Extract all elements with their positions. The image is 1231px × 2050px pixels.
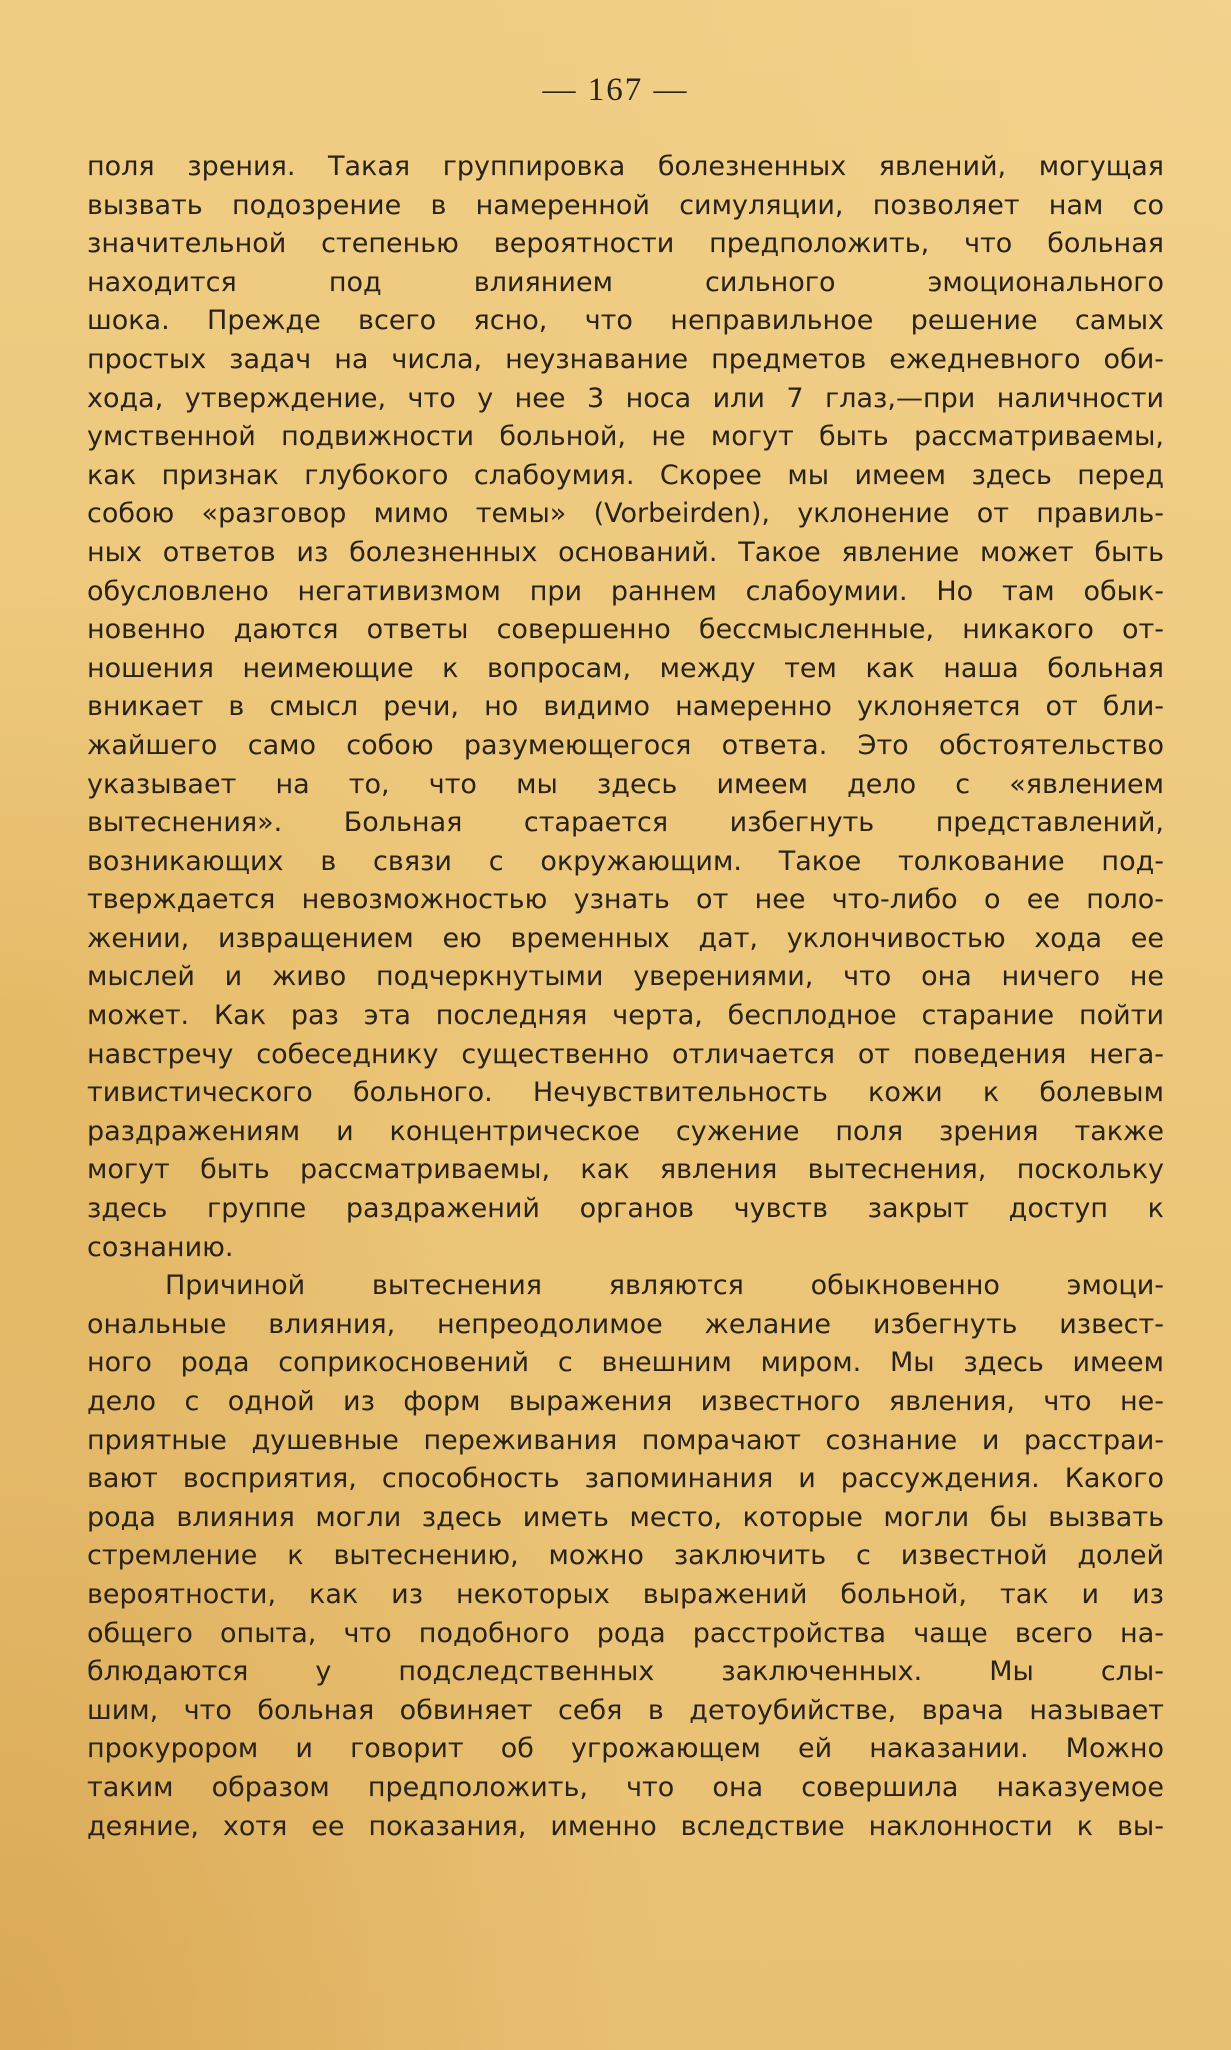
text-line: здесь группе раздражений органов чувств закрыт доступ к [87,1193,1164,1225]
text-line: обусловлено негативизмом при раннем слабоумии. Но там обык- [87,575,1164,607]
text-line: может. Как раз эта последняя черта, бесплодное старание пойти [87,1000,1164,1032]
text-line: умственной подвижности больной, не могут быть рассматриваемы, [87,421,1164,453]
text-line: ных ответов из болезненных оснований. Такое явление может быть [87,536,1164,568]
text-line: раздражениям и концентрическое сужение поля зрения также [87,1115,1164,1147]
text-line: дело с одной из форм выражения известного явления, что не- [87,1386,1164,1417]
text-line: вникает в смысл речи, но видимо намеренно уклоняется от бли- [87,691,1164,723]
text-line: приятные душевные переживания помрачают сознание и расстраи- [87,1424,1164,1456]
text-line: вают восприятия, способность запоминания и рассуждения. Какого [87,1463,1164,1495]
text-line: находится под влиянием сильного эмоционального [87,266,1164,298]
text-line: простых задач на числа, неузнавание предметов ежедневного оби- [87,343,1164,375]
text-line: тивистического больного. Нечувствительность кожи к болевым [87,1077,1164,1109]
body-text [87,148,1164,1846]
text-line: рода влияния могли здесь иметь место, которые могли бы вызвать [87,1501,1164,1533]
text-line: вытеснения». Больная старается избегнуть представлений, [87,807,1164,839]
text-line: как признак глубокого слабоумия. Скорее мы имеем здесь перед [87,459,1164,491]
text-line: мыслей и живо подчеркнутыми уверениями, что она ничего не [87,961,1164,993]
text-line: вызвать подозрение в намеренной симуляции, позволяет нам со [87,189,1164,221]
text-line: навстречу собеседнику существенно отличается от поведения нега- [87,1038,1164,1070]
text-line: поля зрения. Такая группировка болезненных явлений, могущая [87,151,1164,182]
text-line: шока. Прежде всего ясно, что неправильное решение самых [87,305,1164,337]
text-line: вероятности, как из некоторых выражений больной, так и из [87,1578,1164,1610]
text-line: указывает на то, что мы здесь имеем дело с «явлением [87,768,1164,800]
text-line: жайшего само собою разумеющегося ответа. Это обстоятельство [87,729,1164,761]
text-line: значительной степенью вероятности предположить, что больная [87,228,1164,260]
text-line: блюдаются у подследственных заключенных. Мы слы- [87,1656,1164,1688]
text-line: деяние, хотя ее показания, именно вследствие наклонности к вы- [87,1810,1164,1842]
text-line: хода, утверждение, что у нее 3 носа или 7 глаз,—при наличности [87,382,1164,414]
text-line: общего опыта, что подобного рода расстройства чаще всего на- [87,1617,1164,1649]
text-line: таким образом предположить, что она совершила наказуемое [87,1771,1164,1803]
text-line: могут быть рассматриваемы, как явления вытеснения, поскольку [87,1154,1164,1186]
text-line: сознанию. [87,1231,234,1263]
text-line: тверждается невозможностью узнать от нее что-либо о ее поло- [87,884,1164,916]
text-line: стремление к вытеснению, можно заключить с известной долей [87,1540,1164,1572]
page-number: — 167 — [542,72,689,108]
text-line: возникающих в связи с окружающим. Такое толкование под- [87,845,1164,877]
text-line: собою «разговор мимо темы» (Vorbeirden), уклонение от правиль- [87,498,1164,530]
text-line: ношения неимеющие к вопросам, между тем как наша больная [87,652,1164,684]
text-line: прокурором и говорит об угрожающем ей наказании. Можно [87,1733,1164,1765]
text-line: новенно даются ответы совершенно бессмысленные, никакого от- [87,614,1164,646]
text-line: шим, что больная обвиняет себя в детоубийстве, врача называет [87,1694,1164,1726]
text-line: ональные влияния, непреодолимое желание избегнуть извест- [87,1308,1164,1340]
text-line: Причиной вытеснения являются обыкновенно эмоци- [165,1270,1164,1302]
text-line: жении, извращением ею временных дат, уклончивостью хода ее [87,922,1164,954]
text-line: ного рода соприкосновений с внешним миром. Мы здесь имеем [87,1347,1164,1379]
